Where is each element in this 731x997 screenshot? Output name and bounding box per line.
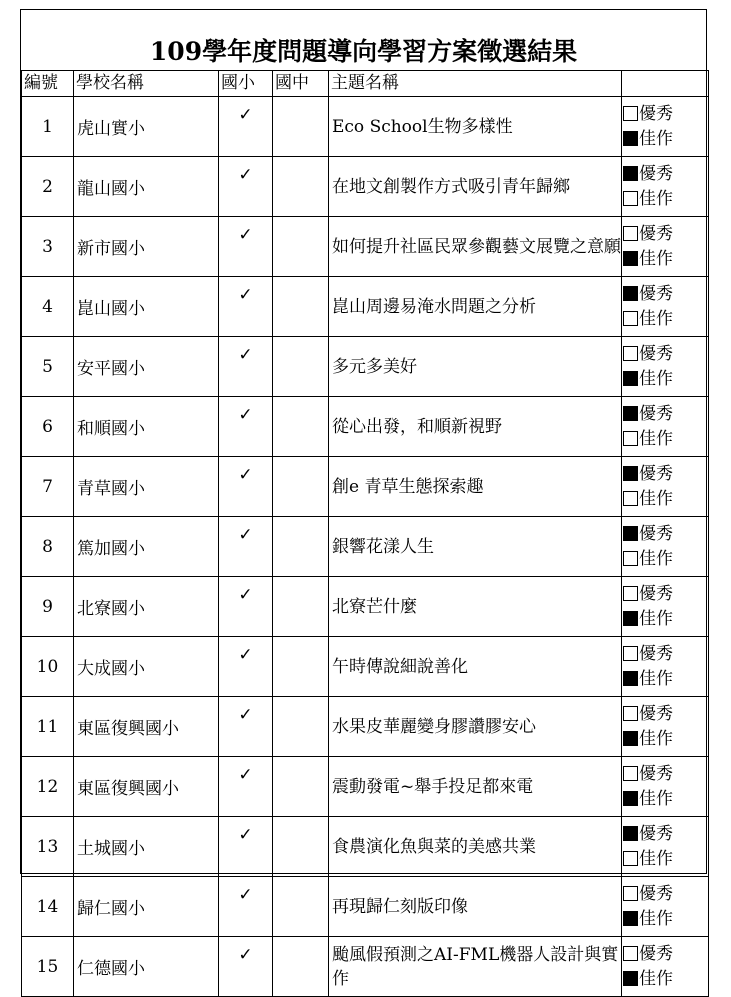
school-name: 東區復興國小 <box>74 697 219 757</box>
row-number: 5 <box>22 337 74 397</box>
junior-cell <box>273 937 329 997</box>
filled-square-icon <box>623 526 638 541</box>
table-row <box>22 97 709 157</box>
excellent-label: 優秀 <box>639 223 673 244</box>
row-number: 11 <box>22 697 74 757</box>
excellent-label: 優秀 <box>639 283 673 304</box>
empty-square-icon <box>623 946 638 961</box>
check-mark-icon: ✓ <box>238 465 253 485</box>
elementary-check <box>219 157 273 217</box>
empty-square-icon <box>623 191 638 206</box>
school-name: 青草國小 <box>74 457 219 517</box>
empty-square-icon <box>623 551 638 566</box>
check-mark-icon: ✓ <box>238 165 253 185</box>
excellent-label: 優秀 <box>639 463 673 484</box>
table-row <box>22 157 709 217</box>
empty-square-icon <box>623 491 638 506</box>
row-number: 14 <box>22 877 74 937</box>
row-number: 13 <box>22 817 74 877</box>
topic-name: 多元多美好 <box>329 337 622 397</box>
junior-cell <box>273 877 329 937</box>
school-name: 東區復興國小 <box>74 757 219 817</box>
merit-label: 佳作 <box>639 608 673 629</box>
results-table <box>21 70 709 997</box>
filled-square-icon <box>623 611 638 626</box>
award-cell <box>622 697 709 757</box>
award-cell <box>622 577 709 637</box>
table-row <box>22 757 709 817</box>
topic-name: 再現歸仁刻版印像 <box>329 877 622 937</box>
award-cell <box>622 877 709 937</box>
filled-square-icon <box>623 731 638 746</box>
school-name: 新市國小 <box>74 217 219 277</box>
award-merit <box>623 787 708 812</box>
excellent-label: 優秀 <box>639 643 673 664</box>
header-topic: 主題名稱 <box>329 71 622 97</box>
topic-name: 震動發電~舉手投足都來電 <box>329 757 622 817</box>
check-mark-icon: ✓ <box>238 585 253 605</box>
topic-name: 從心出發，和順新視野 <box>329 397 622 457</box>
excellent-label: 優秀 <box>639 823 673 844</box>
merit-label: 佳作 <box>639 488 673 509</box>
award-excellent <box>623 222 708 247</box>
award-excellent <box>623 162 708 187</box>
school-name: 崑山國小 <box>74 277 219 337</box>
merit-label: 佳作 <box>639 428 673 449</box>
check-mark-icon: ✓ <box>238 525 253 545</box>
junior-cell <box>273 337 329 397</box>
topic-name: 北寮芒什麼 <box>329 577 622 637</box>
table-row <box>22 697 709 757</box>
table-row <box>22 637 709 697</box>
award-cell <box>622 817 709 877</box>
award-cell <box>622 457 709 517</box>
excellent-label: 優秀 <box>639 403 673 424</box>
check-mark-icon: ✓ <box>238 825 253 845</box>
award-excellent <box>623 822 708 847</box>
award-excellent <box>623 582 708 607</box>
table-row <box>22 577 709 637</box>
award-cell <box>622 217 709 277</box>
award-merit <box>623 547 708 572</box>
merit-label: 佳作 <box>639 308 673 329</box>
junior-cell <box>273 157 329 217</box>
empty-square-icon <box>623 706 638 721</box>
excellent-label: 優秀 <box>639 583 673 604</box>
topic-name: 水果皮華麗變身膠讚膠安心 <box>329 697 622 757</box>
award-excellent <box>623 642 708 667</box>
elementary-check <box>219 277 273 337</box>
school-name: 安平國小 <box>74 337 219 397</box>
table-row <box>22 277 709 337</box>
empty-square-icon <box>623 586 638 601</box>
topic-name: 午時傳說細說善化 <box>329 637 622 697</box>
award-merit <box>623 967 708 992</box>
check-mark-icon: ✓ <box>238 405 253 425</box>
elementary-check <box>219 217 273 277</box>
row-number: 2 <box>22 157 74 217</box>
header-award <box>622 71 709 97</box>
check-mark-icon: ✓ <box>238 705 253 725</box>
school-name: 土城國小 <box>74 817 219 877</box>
table-row <box>22 457 709 517</box>
merit-label: 佳作 <box>639 968 673 989</box>
award-merit <box>623 847 708 872</box>
row-number: 15 <box>22 937 74 997</box>
filled-square-icon <box>623 406 638 421</box>
filled-square-icon <box>623 286 638 301</box>
elementary-check <box>219 97 273 157</box>
award-merit <box>623 487 708 512</box>
check-mark-icon: ✓ <box>238 765 253 785</box>
table-row <box>22 337 709 397</box>
header-elementary: 國小 <box>219 71 273 97</box>
empty-square-icon <box>623 311 638 326</box>
check-mark-icon: ✓ <box>238 285 253 305</box>
excellent-label: 優秀 <box>639 703 673 724</box>
excellent-label: 優秀 <box>639 943 673 964</box>
check-mark-icon: ✓ <box>238 345 253 365</box>
row-number: 3 <box>22 217 74 277</box>
merit-label: 佳作 <box>639 128 673 149</box>
topic-name: 颱風假預測之AI-FML機器人設計與實作 <box>329 937 622 997</box>
award-merit <box>623 727 708 752</box>
empty-square-icon <box>623 851 638 866</box>
header-school: 學校名稱 <box>74 71 219 97</box>
elementary-check <box>219 517 273 577</box>
elementary-check <box>219 697 273 757</box>
row-number: 7 <box>22 457 74 517</box>
row-number: 10 <box>22 637 74 697</box>
table-row <box>22 217 709 277</box>
school-name: 龍山國小 <box>74 157 219 217</box>
row-number: 1 <box>22 97 74 157</box>
junior-cell <box>273 517 329 577</box>
merit-label: 佳作 <box>639 788 673 809</box>
check-mark-icon: ✓ <box>238 225 253 245</box>
award-cell <box>622 757 709 817</box>
elementary-check <box>219 577 273 637</box>
award-merit <box>623 607 708 632</box>
award-merit <box>623 127 708 152</box>
award-merit <box>623 907 708 932</box>
topic-name: 如何提升社區民眾參觀藝文展覽之意願 <box>329 217 622 277</box>
elementary-check <box>219 877 273 937</box>
award-excellent <box>623 762 708 787</box>
topic-name: 創e 青草生態探索趣 <box>329 457 622 517</box>
school-name: 篤加國小 <box>74 517 219 577</box>
empty-square-icon <box>623 431 638 446</box>
merit-label: 佳作 <box>639 908 673 929</box>
junior-cell <box>273 757 329 817</box>
junior-cell <box>273 637 329 697</box>
empty-square-icon <box>623 766 638 781</box>
junior-cell <box>273 577 329 637</box>
header-no: 編號 <box>22 71 74 97</box>
merit-label: 佳作 <box>639 548 673 569</box>
topic-name: 銀響花漾人生 <box>329 517 622 577</box>
junior-cell <box>273 457 329 517</box>
empty-square-icon <box>623 886 638 901</box>
school-name: 北寮國小 <box>74 577 219 637</box>
row-number: 8 <box>22 517 74 577</box>
check-mark-icon: ✓ <box>238 885 253 905</box>
row-number: 6 <box>22 397 74 457</box>
award-cell <box>622 397 709 457</box>
junior-cell <box>273 97 329 157</box>
filled-square-icon <box>623 371 638 386</box>
excellent-label: 優秀 <box>639 343 673 364</box>
elementary-check <box>219 637 273 697</box>
award-excellent <box>623 522 708 547</box>
award-excellent <box>623 702 708 727</box>
award-cell <box>622 517 709 577</box>
table-body <box>22 97 709 997</box>
topic-name: 崑山周邊易淹水問題之分析 <box>329 277 622 337</box>
merit-label: 佳作 <box>639 848 673 869</box>
merit-label: 佳作 <box>639 668 673 689</box>
table-row <box>22 937 709 997</box>
school-name: 虎山實小 <box>74 97 219 157</box>
filled-square-icon <box>623 131 638 146</box>
check-mark-icon: ✓ <box>238 645 253 665</box>
excellent-label: 優秀 <box>639 883 673 904</box>
award-excellent <box>623 462 708 487</box>
school-name: 歸仁國小 <box>74 877 219 937</box>
row-number: 4 <box>22 277 74 337</box>
row-number: 9 <box>22 577 74 637</box>
excellent-label: 優秀 <box>639 163 673 184</box>
filled-square-icon <box>623 166 638 181</box>
award-cell <box>622 337 709 397</box>
empty-square-icon <box>623 106 638 121</box>
filled-square-icon <box>623 671 638 686</box>
excellent-label: 優秀 <box>639 103 673 124</box>
junior-cell <box>273 217 329 277</box>
award-merit <box>623 367 708 392</box>
table-row <box>22 817 709 877</box>
award-excellent <box>623 882 708 907</box>
award-merit <box>623 427 708 452</box>
filled-square-icon <box>623 971 638 986</box>
topic-name: 在地文創製作方式吸引青年歸鄉 <box>329 157 622 217</box>
award-excellent <box>623 282 708 307</box>
filled-square-icon <box>623 826 638 841</box>
empty-square-icon <box>623 226 638 241</box>
filled-square-icon <box>623 466 638 481</box>
results-sheet <box>20 9 707 989</box>
merit-label: 佳作 <box>639 728 673 749</box>
award-cell <box>622 637 709 697</box>
empty-square-icon <box>623 646 638 661</box>
page-title: 109學年度問題導向學習方案徵選結果 <box>149 37 578 66</box>
topic-name: Eco School生物多樣性 <box>329 97 622 157</box>
junior-cell <box>273 397 329 457</box>
excellent-label: 優秀 <box>639 763 673 784</box>
header-junior: 國中 <box>273 71 329 97</box>
merit-label: 佳作 <box>639 248 673 269</box>
award-excellent <box>623 942 708 967</box>
table-row <box>22 517 709 577</box>
header-row <box>22 71 709 97</box>
award-excellent <box>623 342 708 367</box>
award-cell <box>622 97 709 157</box>
award-merit <box>623 247 708 272</box>
elementary-check <box>219 757 273 817</box>
merit-label: 佳作 <box>639 188 673 209</box>
award-cell <box>622 277 709 337</box>
merit-label: 佳作 <box>639 368 673 389</box>
school-name: 和順國小 <box>74 397 219 457</box>
topic-name: 食農演化魚與菜的美感共業 <box>329 817 622 877</box>
award-merit <box>623 187 708 212</box>
check-mark-icon: ✓ <box>238 945 253 965</box>
empty-square-icon <box>623 346 638 361</box>
school-name: 仁德國小 <box>74 937 219 997</box>
elementary-check <box>219 337 273 397</box>
award-excellent <box>623 102 708 127</box>
award-cell <box>622 157 709 217</box>
filled-square-icon <box>623 251 638 266</box>
table-row <box>22 877 709 937</box>
elementary-check <box>219 397 273 457</box>
excellent-label: 優秀 <box>639 523 673 544</box>
award-merit <box>623 307 708 332</box>
award-merit <box>623 667 708 692</box>
elementary-check <box>219 817 273 877</box>
filled-square-icon <box>623 911 638 926</box>
junior-cell <box>273 697 329 757</box>
junior-cell <box>273 277 329 337</box>
junior-cell <box>273 817 329 877</box>
elementary-check <box>219 457 273 517</box>
award-excellent <box>623 402 708 427</box>
filled-square-icon <box>623 791 638 806</box>
check-mark-icon: ✓ <box>238 105 253 125</box>
table-row <box>22 397 709 457</box>
elementary-check <box>219 937 273 997</box>
school-name: 大成國小 <box>74 637 219 697</box>
row-number: 12 <box>22 757 74 817</box>
award-cell <box>622 937 709 997</box>
